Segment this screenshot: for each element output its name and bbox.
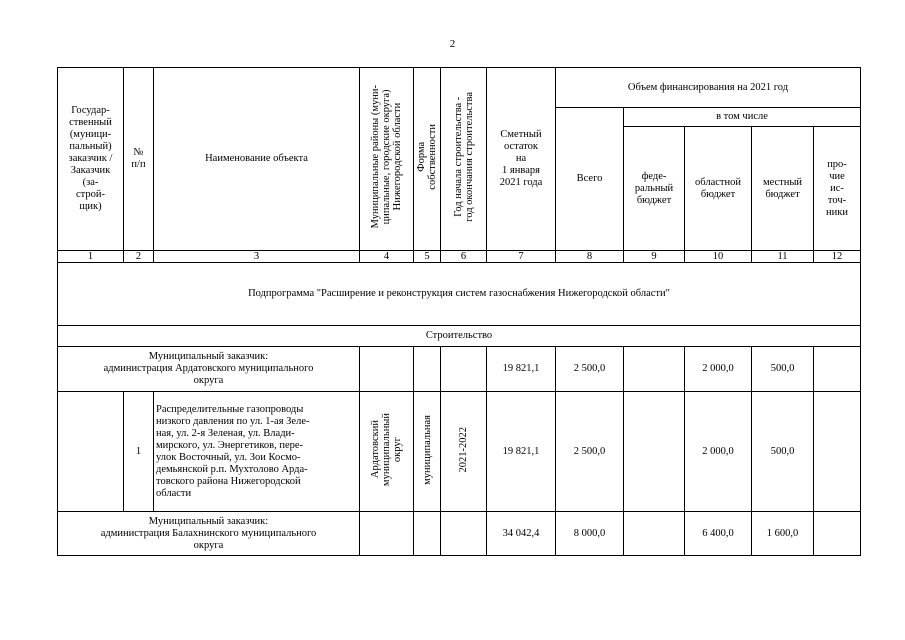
header-years: Год начала строительства - год окончания строительства [441, 68, 487, 251]
regional-cell: 2 000,0 [685, 392, 752, 512]
header-number: № п/п [124, 68, 154, 251]
header-districts: Муниципальные районы (муни- ципальные, городские округа) Нижегородской области [360, 68, 414, 251]
header-ownership: Форма собственности [414, 68, 441, 251]
customer-label: Муниципальный заказчик: администрация Балахнинского муниципального округа [58, 512, 360, 556]
col-num: 1 [58, 251, 124, 263]
subprogram-title: Подпрограмма "Расширение и реконструкция систем газоснабжения Нижегородской области" [58, 263, 861, 326]
local-cell: 500,0 [752, 347, 814, 392]
regional-cell: 2 000,0 [685, 347, 752, 392]
estimate-cell: 19 821,1 [487, 347, 556, 392]
header-federal: феде- ральный бюджет [624, 127, 685, 251]
financing-table [57, 67, 861, 556]
header-regional: областной бюджет [685, 127, 752, 251]
header-other: про- чие ис- точ- ники [814, 127, 861, 251]
federal-cell [624, 392, 685, 512]
header-total: Всего [556, 108, 624, 251]
estimate-cell: 19 821,1 [487, 392, 556, 512]
col-num: 4 [360, 251, 414, 263]
table-row [58, 512, 861, 556]
estimate-cell: 34 042,4 [487, 512, 556, 556]
col-num: 8 [556, 251, 624, 263]
local-cell: 1 600,0 [752, 512, 814, 556]
col-num: 10 [685, 251, 752, 263]
local-cell: 500,0 [752, 392, 814, 512]
customer-label: Муниципальный заказчик: администрация Ардатовского муниципального округа [58, 347, 360, 392]
header-including: в том числе [624, 108, 861, 127]
total-cell: 2 500,0 [556, 347, 624, 392]
table-row [58, 347, 861, 392]
col-num: 11 [752, 251, 814, 263]
regional-cell: 6 400,0 [685, 512, 752, 556]
district-cell: Ардатовский муниципальный округ [360, 392, 414, 512]
years-cell: 2021-2022 [441, 392, 487, 512]
col-num: 12 [814, 251, 861, 263]
federal-cell [624, 347, 685, 392]
header-funding: Объем финансирования на 2021 год [556, 68, 861, 108]
header-estimate: Сметный остаток на 1 января 2021 года [487, 68, 556, 251]
col-num: 5 [414, 251, 441, 263]
other-cell [814, 512, 861, 556]
other-cell [814, 347, 861, 392]
table-row [58, 392, 861, 512]
header-local: местный бюджет [752, 127, 814, 251]
col-num: 3 [154, 251, 360, 263]
column-numbers-row [58, 251, 861, 263]
header-customer: Государ- ственный (муници- пальный) заказчик / Заказчик (за- строй- щик) [58, 68, 124, 251]
total-cell: 2 500,0 [556, 392, 624, 512]
total-cell: 8 000,0 [556, 512, 624, 556]
col-num: 6 [441, 251, 487, 263]
header-object-name: Наименование объекта [154, 68, 360, 251]
federal-cell [624, 512, 685, 556]
col-num: 7 [487, 251, 556, 263]
col-num: 2 [124, 251, 154, 263]
col-num: 9 [624, 251, 685, 263]
object-name: Распределительные газопроводы низкого давления по ул. 1-ая Зеле- ная, ул. 2-я Зеленая, ул. Влади- мирского, ул. Энергетиков, пере- улок Восточный, ул. Зои Космо- демьянской р.п. Мухтолово Арда- товского района Нижегородской области [154, 392, 360, 512]
row-number: 1 [124, 392, 154, 512]
ownership-cell: муниципальная [414, 392, 441, 512]
section-title: Строительство [58, 326, 861, 347]
page-number: 2 [449, 38, 456, 50]
other-cell [814, 392, 861, 512]
